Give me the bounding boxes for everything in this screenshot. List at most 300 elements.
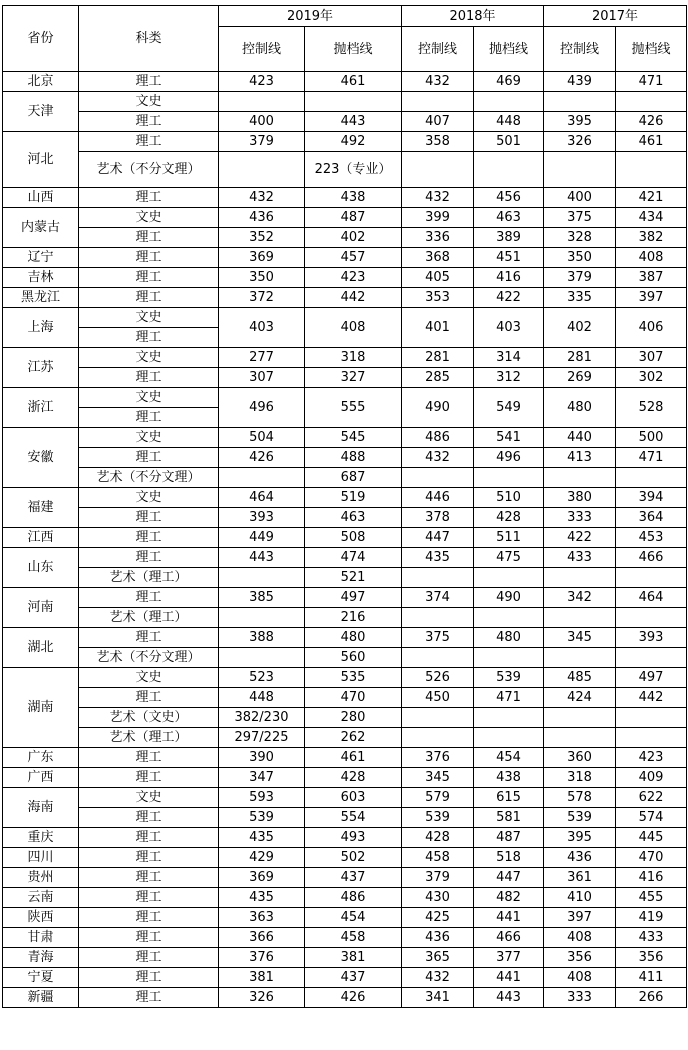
score-filing-2019: 458 <box>305 928 402 948</box>
score-filing-2019: 437 <box>305 968 402 988</box>
score-filing-2018: 312 <box>474 368 544 388</box>
province-cell: 浙江 <box>3 388 79 428</box>
score-filing-2019: 474 <box>305 548 402 568</box>
score-filing-2018: 448 <box>474 112 544 132</box>
category-cell: 理工 <box>79 188 219 208</box>
category-cell: 理工 <box>79 268 219 288</box>
score-control-2019: 388 <box>219 628 305 648</box>
category-cell: 文史 <box>79 428 219 448</box>
table-row <box>3 528 687 548</box>
category-cell: 艺术（理工） <box>79 608 219 628</box>
score-filing-2017: 453 <box>616 528 687 548</box>
score-filing-2019: 327 <box>305 368 402 388</box>
category-cell: 理工 <box>79 72 219 92</box>
category-cell: 文史 <box>79 308 219 328</box>
score-filing-2017: 419 <box>616 908 687 928</box>
category-cell: 理工 <box>79 528 219 548</box>
score-filing-2017: 423 <box>616 748 687 768</box>
score-control-2017: 433 <box>544 548 616 568</box>
score-control-2018: 435 <box>402 548 474 568</box>
score-control-2018: 379 <box>402 868 474 888</box>
category-cell: 理工 <box>79 368 219 388</box>
province-cell: 云南 <box>3 888 79 908</box>
province-cell: 贵州 <box>3 868 79 888</box>
header-control-2018: 控制线 <box>402 27 474 72</box>
header-year-2019: 2019年 <box>219 6 402 27</box>
score-filing-2017 <box>616 608 687 628</box>
score-filing-2017 <box>616 648 687 668</box>
score-filing-2017: 426 <box>616 112 687 132</box>
province-cell: 河北 <box>3 132 79 188</box>
score-filing-2018: 475 <box>474 548 544 568</box>
score-control-2017: 345 <box>544 628 616 648</box>
table-row <box>3 828 687 848</box>
score-control-2019: 436 <box>219 208 305 228</box>
score-filing-2019: 521 <box>305 568 402 588</box>
score-control-2017 <box>544 468 616 488</box>
score-filing-2017: 397 <box>616 288 687 308</box>
score-filing-2019 <box>305 92 402 112</box>
score-control-2019: 443 <box>219 548 305 568</box>
score-control-2019: 400 <box>219 112 305 132</box>
category-cell: 艺术（不分文理） <box>79 648 219 668</box>
score-control-2019: 350 <box>219 268 305 288</box>
score-control-2017 <box>544 708 616 728</box>
score-control-2018: 428 <box>402 828 474 848</box>
category-cell: 理工 <box>79 748 219 768</box>
score-control-2018: 368 <box>402 248 474 268</box>
score-control-2018: 579 <box>402 788 474 808</box>
province-cell: 四川 <box>3 848 79 868</box>
table-row <box>3 788 687 808</box>
score-control-2018: 526 <box>402 668 474 688</box>
score-control-2017: 400 <box>544 188 616 208</box>
score-control-2019: 379 <box>219 132 305 152</box>
table-row <box>3 648 687 668</box>
score-control-2018 <box>402 92 474 112</box>
table-row <box>3 448 687 468</box>
score-control-2017: 328 <box>544 228 616 248</box>
score-control-2018: 430 <box>402 888 474 908</box>
score-control-2018: 490 <box>402 388 474 428</box>
score-control-2017: 335 <box>544 288 616 308</box>
category-cell: 艺术（文史） <box>79 708 219 728</box>
score-filing-2018 <box>474 708 544 728</box>
province-cell: 北京 <box>3 72 79 92</box>
score-filing-2019: 438 <box>305 188 402 208</box>
score-control-2018: 401 <box>402 308 474 348</box>
score-filing-2019: 280 <box>305 708 402 728</box>
score-filing-2017: 574 <box>616 808 687 828</box>
score-filing-2017: 497 <box>616 668 687 688</box>
score-filing-2018: 447 <box>474 868 544 888</box>
score-filing-2019: 262 <box>305 728 402 748</box>
score-control-2019 <box>219 648 305 668</box>
province-cell: 山东 <box>3 548 79 588</box>
score-control-2018: 539 <box>402 808 474 828</box>
table-row <box>3 268 687 288</box>
category-cell: 理工 <box>79 228 219 248</box>
score-control-2018: 425 <box>402 908 474 928</box>
score-filing-2018: 510 <box>474 488 544 508</box>
score-filing-2017: 394 <box>616 488 687 508</box>
score-filing-2019: 560 <box>305 648 402 668</box>
score-control-2018: 407 <box>402 112 474 132</box>
score-control-2019: 307 <box>219 368 305 388</box>
category-cell: 理工 <box>79 628 219 648</box>
score-control-2018: 378 <box>402 508 474 528</box>
score-filing-2018: 389 <box>474 228 544 248</box>
score-control-2017: 436 <box>544 848 616 868</box>
table-row <box>3 208 687 228</box>
score-filing-2018 <box>474 568 544 588</box>
score-filing-2019: 437 <box>305 868 402 888</box>
table-row <box>3 848 687 868</box>
score-control-2019: 369 <box>219 868 305 888</box>
table-row <box>3 908 687 928</box>
score-filing-2017: 408 <box>616 248 687 268</box>
category-cell: 文史 <box>79 788 219 808</box>
header-category: 科类 <box>79 6 219 72</box>
score-filing-2018: 490 <box>474 588 544 608</box>
score-control-2017: 408 <box>544 928 616 948</box>
province-cell: 福建 <box>3 488 79 528</box>
table-row <box>3 868 687 888</box>
score-control-2019: 352 <box>219 228 305 248</box>
category-cell: 理工 <box>79 868 219 888</box>
score-filing-2018: 454 <box>474 748 544 768</box>
score-control-2018: 447 <box>402 528 474 548</box>
score-filing-2017: 464 <box>616 588 687 608</box>
score-filing-2018 <box>474 468 544 488</box>
score-filing-2019: 555 <box>305 388 402 428</box>
score-control-2018: 365 <box>402 948 474 968</box>
score-filing-2018: 511 <box>474 528 544 548</box>
score-filing-2018: 441 <box>474 908 544 928</box>
province-cell: 广东 <box>3 748 79 768</box>
score-control-2018: 432 <box>402 72 474 92</box>
category-cell: 理工 <box>79 768 219 788</box>
score-control-2018: 336 <box>402 228 474 248</box>
score-control-2018: 374 <box>402 588 474 608</box>
table-row <box>3 748 687 768</box>
score-filing-2017 <box>616 708 687 728</box>
category-cell: 理工 <box>79 908 219 928</box>
score-control-2017: 402 <box>544 308 616 348</box>
score-control-2019: 403 <box>219 308 305 348</box>
score-filing-2017: 455 <box>616 888 687 908</box>
score-filing-2018: 541 <box>474 428 544 448</box>
score-control-2017: 342 <box>544 588 616 608</box>
table-row <box>3 368 687 388</box>
score-filing-2018: 422 <box>474 288 544 308</box>
score-filing-2017: 471 <box>616 72 687 92</box>
score-filing-2019: 493 <box>305 828 402 848</box>
score-filing-2018: 471 <box>474 688 544 708</box>
score-filing-2017 <box>616 152 687 188</box>
score-filing-2017: 302 <box>616 368 687 388</box>
score-control-2017: 439 <box>544 72 616 92</box>
score-filing-2019: 603 <box>305 788 402 808</box>
score-control-2018: 376 <box>402 748 474 768</box>
score-control-2017: 326 <box>544 132 616 152</box>
score-filing-2018: 466 <box>474 928 544 948</box>
score-control-2017: 269 <box>544 368 616 388</box>
table-row <box>3 668 687 688</box>
score-control-2018: 432 <box>402 968 474 988</box>
score-filing-2017: 421 <box>616 188 687 208</box>
score-control-2018: 281 <box>402 348 474 368</box>
score-control-2018: 450 <box>402 688 474 708</box>
category-cell: 理工 <box>79 248 219 268</box>
score-filing-2019: 502 <box>305 848 402 868</box>
score-filing-2018: 480 <box>474 628 544 648</box>
score-filing-2019: 461 <box>305 72 402 92</box>
province-cell: 江西 <box>3 528 79 548</box>
score-control-2017: 480 <box>544 388 616 428</box>
category-cell: 理工 <box>79 808 219 828</box>
score-control-2019: 539 <box>219 808 305 828</box>
admission-scores-table <box>2 5 687 1008</box>
province-cell: 山西 <box>3 188 79 208</box>
province-cell: 内蒙古 <box>3 208 79 248</box>
score-control-2019 <box>219 468 305 488</box>
score-filing-2019: 457 <box>305 248 402 268</box>
category-cell: 理工 <box>79 132 219 152</box>
category-cell: 理工 <box>79 888 219 908</box>
category-cell: 文史 <box>79 92 219 112</box>
score-filing-2018: 463 <box>474 208 544 228</box>
score-filing-2018: 441 <box>474 968 544 988</box>
score-control-2019: 504 <box>219 428 305 448</box>
score-control-2018: 458 <box>402 848 474 868</box>
category-cell: 理工 <box>79 588 219 608</box>
score-filing-2017: 500 <box>616 428 687 448</box>
table-row <box>3 248 687 268</box>
score-control-2019: 297/225 <box>219 728 305 748</box>
score-filing-2018: 496 <box>474 448 544 468</box>
table-row <box>3 548 687 568</box>
score-filing-2018 <box>474 728 544 748</box>
score-filing-2017: 528 <box>616 388 687 428</box>
header-control-2019: 控制线 <box>219 27 305 72</box>
score-filing-2019: 488 <box>305 448 402 468</box>
score-control-2019: 448 <box>219 688 305 708</box>
score-control-2017: 578 <box>544 788 616 808</box>
score-control-2019: 426 <box>219 448 305 468</box>
category-cell: 理工 <box>79 688 219 708</box>
score-filing-2018: 456 <box>474 188 544 208</box>
header-year-2018: 2018年 <box>402 6 544 27</box>
province-cell: 海南 <box>3 788 79 828</box>
table-row <box>3 588 687 608</box>
score-control-2019: 432 <box>219 188 305 208</box>
province-cell: 辽宁 <box>3 248 79 268</box>
province-cell: 新疆 <box>3 988 79 1008</box>
score-filing-2018: 581 <box>474 808 544 828</box>
category-cell: 艺术（理工） <box>79 568 219 588</box>
score-filing-2018 <box>474 648 544 668</box>
score-control-2019: 423 <box>219 72 305 92</box>
category-cell: 文史 <box>79 668 219 688</box>
score-filing-2019: 470 <box>305 688 402 708</box>
score-control-2019: 435 <box>219 888 305 908</box>
category-cell: 理工 <box>79 408 219 428</box>
province-cell: 甘肃 <box>3 928 79 948</box>
province-cell: 上海 <box>3 308 79 348</box>
category-cell: 艺术（理工） <box>79 728 219 748</box>
table-row <box>3 152 687 188</box>
score-filing-2019: 687 <box>305 468 402 488</box>
province-cell: 安徽 <box>3 428 79 488</box>
score-control-2017: 397 <box>544 908 616 928</box>
score-control-2017: 360 <box>544 748 616 768</box>
score-filing-2017 <box>616 92 687 112</box>
score-control-2019 <box>219 608 305 628</box>
province-cell: 重庆 <box>3 828 79 848</box>
score-filing-2018: 416 <box>474 268 544 288</box>
score-filing-2019: 492 <box>305 132 402 152</box>
score-filing-2017: 622 <box>616 788 687 808</box>
table-row <box>3 628 687 648</box>
score-filing-2019: 402 <box>305 228 402 248</box>
score-filing-2018: 482 <box>474 888 544 908</box>
score-control-2017 <box>544 648 616 668</box>
score-filing-2017 <box>616 468 687 488</box>
score-control-2017: 333 <box>544 508 616 528</box>
score-control-2017: 395 <box>544 112 616 132</box>
score-control-2017: 318 <box>544 768 616 788</box>
score-filing-2017: 387 <box>616 268 687 288</box>
score-control-2018: 285 <box>402 368 474 388</box>
table-row <box>3 308 687 328</box>
score-filing-2017 <box>616 568 687 588</box>
score-control-2019: 393 <box>219 508 305 528</box>
score-control-2019: 277 <box>219 348 305 368</box>
table-row <box>3 428 687 448</box>
score-control-2018 <box>402 568 474 588</box>
table-row <box>3 228 687 248</box>
header-filing-2019: 抛档线 <box>305 27 402 72</box>
table-row <box>3 488 687 508</box>
score-filing-2017: 433 <box>616 928 687 948</box>
score-filing-2019: 535 <box>305 668 402 688</box>
header-filing-2018: 抛档线 <box>474 27 544 72</box>
score-filing-2019: 428 <box>305 768 402 788</box>
header-province: 省份 <box>3 6 79 72</box>
table-row <box>3 112 687 132</box>
category-cell: 理工 <box>79 112 219 132</box>
header-control-2017: 控制线 <box>544 27 616 72</box>
score-filing-2017: 466 <box>616 548 687 568</box>
score-control-2018 <box>402 708 474 728</box>
score-filing-2019: 454 <box>305 908 402 928</box>
score-control-2017: 410 <box>544 888 616 908</box>
score-control-2019: 376 <box>219 948 305 968</box>
table-row <box>3 132 687 152</box>
score-control-2017: 440 <box>544 428 616 448</box>
province-cell: 吉林 <box>3 268 79 288</box>
score-control-2019: 381 <box>219 968 305 988</box>
category-cell: 文史 <box>79 488 219 508</box>
table-row <box>3 888 687 908</box>
score-control-2017: 413 <box>544 448 616 468</box>
table-row <box>3 188 687 208</box>
table-row <box>3 808 687 828</box>
score-control-2019: 382/230 <box>219 708 305 728</box>
province-cell: 湖南 <box>3 668 79 748</box>
table-row <box>3 92 687 112</box>
category-cell: 理工 <box>79 288 219 308</box>
category-cell: 理工 <box>79 988 219 1008</box>
table-row <box>3 468 687 488</box>
score-control-2019: 429 <box>219 848 305 868</box>
score-filing-2019: 423 <box>305 268 402 288</box>
score-control-2017 <box>544 728 616 748</box>
score-filing-2019: 426 <box>305 988 402 1008</box>
score-filing-2019: 408 <box>305 308 402 348</box>
score-filing-2017: 393 <box>616 628 687 648</box>
score-control-2017: 379 <box>544 268 616 288</box>
score-control-2017: 424 <box>544 688 616 708</box>
score-filing-2018: 428 <box>474 508 544 528</box>
score-control-2018 <box>402 152 474 188</box>
score-control-2018: 375 <box>402 628 474 648</box>
score-filing-2017: 411 <box>616 968 687 988</box>
province-cell: 广西 <box>3 768 79 788</box>
header-row-years <box>3 6 687 27</box>
score-control-2018: 486 <box>402 428 474 448</box>
table-row <box>3 728 687 748</box>
score-filing-2017: 470 <box>616 848 687 868</box>
category-cell: 艺术（不分文理） <box>79 468 219 488</box>
score-filing-2018: 501 <box>474 132 544 152</box>
province-cell: 黑龙江 <box>3 288 79 308</box>
score-filing-2019: 545 <box>305 428 402 448</box>
score-filing-2018: 451 <box>474 248 544 268</box>
category-cell: 理工 <box>79 328 219 348</box>
score-control-2019 <box>219 568 305 588</box>
score-control-2019: 523 <box>219 668 305 688</box>
score-filing-2018: 403 <box>474 308 544 348</box>
score-filing-2018 <box>474 152 544 188</box>
category-cell: 文史 <box>79 208 219 228</box>
table-row <box>3 928 687 948</box>
score-filing-2018 <box>474 92 544 112</box>
province-cell: 湖北 <box>3 628 79 668</box>
score-control-2019: 326 <box>219 988 305 1008</box>
score-control-2018: 446 <box>402 488 474 508</box>
score-control-2017 <box>544 608 616 628</box>
score-control-2018: 436 <box>402 928 474 948</box>
table-row <box>3 768 687 788</box>
table-row <box>3 608 687 628</box>
score-control-2017: 380 <box>544 488 616 508</box>
category-cell: 理工 <box>79 848 219 868</box>
score-filing-2019: 443 <box>305 112 402 132</box>
score-control-2017: 361 <box>544 868 616 888</box>
score-filing-2019: 318 <box>305 348 402 368</box>
score-filing-2017: 307 <box>616 348 687 368</box>
score-control-2017: 356 <box>544 948 616 968</box>
table-row <box>3 708 687 728</box>
category-cell: 理工 <box>79 548 219 568</box>
score-filing-2018: 443 <box>474 988 544 1008</box>
score-control-2018: 358 <box>402 132 474 152</box>
score-filing-2017: 266 <box>616 988 687 1008</box>
score-control-2017: 350 <box>544 248 616 268</box>
score-filing-2019: 486 <box>305 888 402 908</box>
